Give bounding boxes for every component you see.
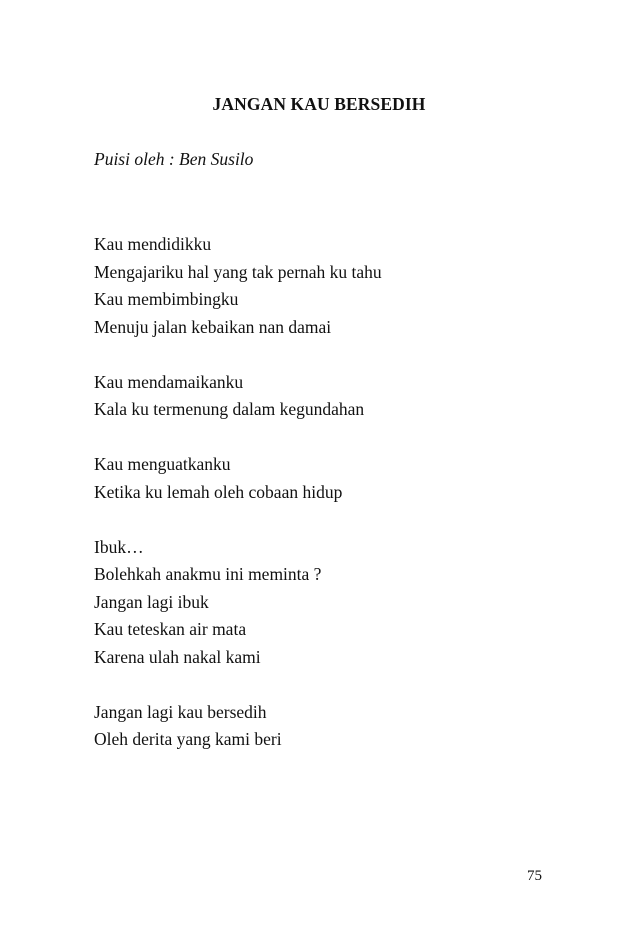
poem-line: Menuju jalan kebaikan nan damai <box>94 316 332 337</box>
stanza-4 <box>94 534 382 672</box>
poem-line: Jangan lagi ibuk <box>94 591 209 612</box>
poem-title: JANGAN KAU BERSEDIH <box>212 94 426 114</box>
poem-line: Kau mendamaikanku <box>94 371 244 392</box>
poem-line: Jangan lagi kau bersedih <box>94 701 267 722</box>
poem-line: Kau teteskan air mata <box>94 619 247 639</box>
page-number: 75 <box>527 868 542 884</box>
poem-line: Karena ulah nakal kami <box>94 646 261 667</box>
poem-line: Bolehkah anakmu ini meminta ? <box>94 564 322 584</box>
poem-body <box>94 231 382 781</box>
stanza-2 <box>94 369 382 424</box>
stanza-1 <box>94 231 382 341</box>
stanza-5 <box>94 699 382 754</box>
stanza-3 <box>94 451 382 506</box>
poem-line: Ketika ku lemah oleh cobaan hidup <box>94 481 343 502</box>
poem-line: Kala ku termenung dalam kegundahan <box>94 399 365 419</box>
poem-line: Kau menguatkanku <box>94 454 231 474</box>
poem-line: Ibuk… <box>94 536 144 557</box>
poem-line: Mengajariku hal yang tak pernah ku tahu <box>94 261 382 282</box>
poem-author: Puisi oleh : Ben Susilo <box>94 149 254 169</box>
poem-line: Kau membimbingku <box>94 289 239 309</box>
poem-line: Oleh derita yang kami beri <box>94 729 282 749</box>
poem-line: Kau mendidikku <box>94 234 212 254</box>
